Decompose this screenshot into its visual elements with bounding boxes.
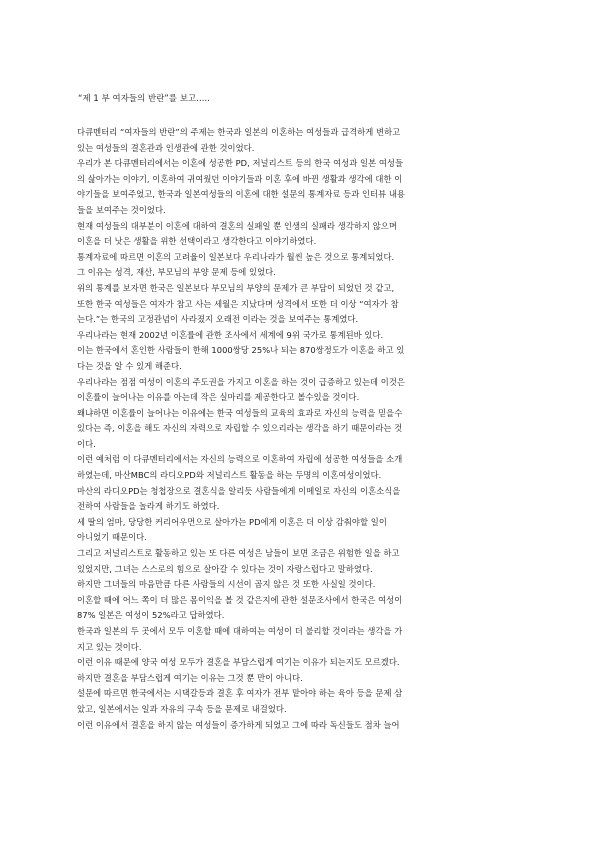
body-text-line: 전하여 사람들을 놀라게 하기도 하였다. xyxy=(77,501,220,512)
body-text-line: 있는 여성들의 결혼관과 인생관에 관한 것이었다. xyxy=(77,142,255,153)
body-text-line: 세 딸의 엄마, 당당한 커리어우먼으로 살아가는 PD에게 이혼은 더 이상 감춰야할 일이 xyxy=(77,516,387,527)
body-text-line: 현재 여성들의 대부분이 이혼에 대하여 결혼의 실패일 뿐 인생의 실패라 생각하지 않으며 xyxy=(77,220,397,231)
body-text-line: 우리가 본 다큐멘터리에서는 이혼에 성공한 PD, 저널리스트 등의 한국 여성과 일본 여성들 xyxy=(77,158,404,169)
body-text-line: 하였는데, 마산MBC의 라디오PD와 저널리스트 활동을 하는 두명의 이혼여성이었다. xyxy=(77,470,382,481)
body-text-line: 이는 한국에서 혼인한 사람들이 한해 1000쌍당 25%나 되는 870쌍정도가 이혼을 하고 있 xyxy=(77,345,405,356)
body-text-line: 이런 이유에서 결혼을 하지 않는 여성들이 증가하게 되었고 그에 따라 독신들도 점차 늘어 xyxy=(77,719,400,730)
body-text-line: 왜냐하면 이혼률이 늘어나는 이유에는 한국 여성들의 교육의 효과로 자신의 능력을 믿을수 xyxy=(77,407,403,418)
body-text-line: 하지만 결혼을 부담스럽게 여기는 이유는 그것 뿐 만이 아니다. xyxy=(77,672,303,683)
document-body xyxy=(77,125,517,733)
body-text-line: 위의 통계를 보자면 한국은 일본보다 부모님의 부양의 문제가 큰 부담이 되었던 것 같고, xyxy=(77,282,395,293)
body-text-line: 또한 한국 여성들은 여자가 참고 사는 세월은 지났다며 성격에서 또한 더 이상 “여자가 참 xyxy=(77,298,399,309)
body-text-line: 통계자료에 따르면 이혼의 고려율이 일본보다 우리나라가 월씬 높은 것으로 통계되었다. xyxy=(77,251,395,262)
body-text-line: 이혼률이 늘어나는 이유를 아는데 작은 실마리를 제공한다고 볼수있을 것이다. xyxy=(77,392,360,403)
body-text-line: 이다. xyxy=(77,438,96,449)
body-text-line: 이혼할 때에 어느 쪽이 더 많은 몸이익을 볼 것 같은지에 관한 설문조사에서 한국은 여성이 xyxy=(77,594,403,605)
body-text-line: 지고 있는 것이다. xyxy=(77,641,142,652)
body-text-line: 하지만 그녀들의 마음만큼 다른 사람들의 시선이 곱지 않은 것 또한 사실일 것이다. xyxy=(77,579,376,590)
body-text-line: 다는 것을 알 수 있게 해준다. xyxy=(77,360,182,371)
body-text-line: 우리나라는 점점 여성이 이혼의 주도권을 가지고 이혼을 하는 것이 급증하고 있는데 이것은 xyxy=(77,376,405,387)
body-text-line: 의 삶아가는 이야기, 이혼하여 귀여웠던 이야기들과 이혼 후에 바뀐 생활과 생각에 대한 이 xyxy=(77,173,403,184)
body-text-line: 그 이유는 성격, 재산, 부모님의 부양 문제 등에 있었다. xyxy=(77,267,276,278)
body-text-line: 이혼을 더 낫은 생활을 위한 선택이라고 생각한다고 이야기하였다. xyxy=(77,236,317,247)
body-text-line: 우리나라는 현재 2002년 이혼률에 관한 조사에서 세계에 9위 국가로 통계된바 있다. xyxy=(77,329,384,340)
body-text-line: 다큐멘터리 “여자들의 반란”의 주제는 한국과 일본의 이혼하는 여성들과 급격하게 변하고 xyxy=(77,127,401,137)
body-text-line: 그리고 저널리스트로 활동하고 있는 또 다른 여성은 남들이 보면 조금은 위험한 일을 하고 xyxy=(77,548,400,559)
body-text-line: 마산의 라디오PD는 청첩장으로 결혼식을 알리듯 사람들에게 이메일로 자신의 이혼소식을 xyxy=(77,485,401,496)
body-text-line: 았고, 일본에서는 일과 자유의 구속 등을 문제로 내걸었다. xyxy=(77,703,287,714)
body-text-line: 있었지만, 그녀는 스스로의 힘으로 살아갈 수 있다는 것이 자랑스럽다고 말하였다. xyxy=(77,563,373,574)
body-text-line: 있다는 즉, 이혼을 해도 자신의 자력으로 자립할 수 있으리라는 생각을 하기 때문이라는 것 xyxy=(77,423,403,434)
body-text-line: 들을 보여주는 것이었다. xyxy=(77,204,166,215)
body-text-line: 이런 예처럼 이 다큐멘터리에서는 자신의 능력으로 이혼하여 자립에 성공한 여성들을 소개 xyxy=(77,454,403,465)
body-text-line: 한국과 일본의 두 곳에서 모두 이혼할 때에 대하여는 여성이 더 불리할 것이라는 생각을 가 xyxy=(77,626,403,636)
body-text-line: 야기들을 보여주었고, 한국과 일본여성들의 이혼에 대한 설문의 통계자료 등과 인터뷰 내용 xyxy=(77,189,405,200)
body-text-line: 87% 일본은 여성이 52%라고 답하였다. xyxy=(77,610,225,621)
body-text-line: 는다.”는 한국의 고정관념이 사라졌지 오래전 이라는 것을 보여주는 통계였다. xyxy=(77,314,359,325)
body-text-line: 아니었기 때문이다. xyxy=(77,532,147,543)
document-title: “제 1 부 여자들의 반란”를 보고..... xyxy=(78,93,211,103)
body-text-line: 이런 이유 때문에 양국 여성 모두가 결혼을 부담스럽게 여기는 이유가 되는지도 모르겠다. xyxy=(77,657,400,668)
body-text-line: 설문에 따르면 한국에서는 시댁갈등과 결혼 후 여자가 전부 맡아야 하는 육아 등을 문제 삼 xyxy=(77,688,403,699)
